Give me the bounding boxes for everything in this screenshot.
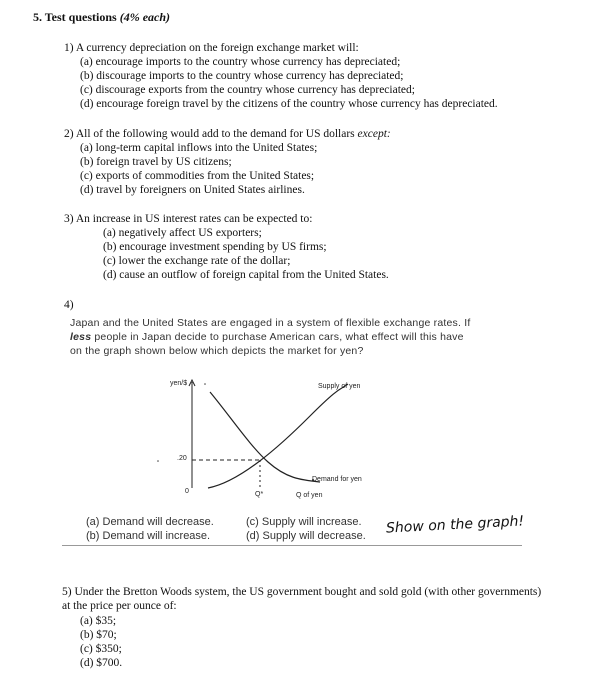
q1-option-a: (a) encourage imports to the country whose currency has depreciated; [80, 56, 401, 68]
q3-option-b: (b) encourage investment spending by US firms; [103, 241, 327, 253]
q3-option-c: (c) lower the exchange rate of the dollar; [103, 255, 291, 267]
q5-stem-line2: at the price per ounce of: [62, 600, 177, 612]
q2-option-d: (d) travel by foreigners on United States airlines. [80, 184, 305, 196]
q3-stem: 3) An increase in US interest rates can be expected to: [64, 213, 313, 225]
q4-option-c: (c) Supply will increase. [246, 516, 362, 528]
x-axis-label: Q of yen [296, 492, 323, 499]
demand-curve [210, 392, 320, 482]
q4-text-line2 [70, 331, 464, 343]
q-star-label: Q* [255, 491, 264, 498]
q1-option-c: (c) discourage exports from the country whose currency has depreciated; [80, 84, 415, 96]
section-points: (4% each) [119, 10, 171, 24]
q1-option-d: (d) encourage foreign travel by the citizens of the country whose currency has depreciated. [80, 98, 498, 110]
scan-dot [157, 460, 159, 462]
q2-option-a: (a) long-term capital inflows into the United States; [80, 142, 318, 154]
y-axis-label: yen/$ [170, 380, 188, 387]
q4-handwritten-less: less [70, 331, 92, 343]
supply-curve [208, 384, 348, 488]
q4-option-a: (a) Demand will decrease. [86, 516, 214, 528]
q5-option-c: (c) $350; [80, 643, 122, 655]
q5-option-d: (d) $700. [80, 657, 123, 669]
q3-option-a: (a) negatively affect US exporters; [103, 227, 262, 239]
q1-stem: 1) A currency depreciation on the foreign exchange market will: [64, 42, 359, 54]
q4-option-d: (d) Supply will decrease. [246, 530, 366, 542]
q5-stem-line1: 5) Under the Bretton Woods system, the US government bought and sold gold (with other governments) [62, 586, 542, 598]
q2-stem-prefix: 2) All of the following would add to the demand for US dollars [64, 128, 355, 140]
handwritten-note: Show on the graph! [385, 513, 525, 537]
q2-stem [64, 127, 391, 141]
q4-number: 4) [64, 299, 74, 311]
q5-option-b: (b) $70; [80, 629, 117, 641]
yen-market-graph [150, 376, 390, 504]
q4-text-line2-rest: people in Japan decide to purchase American cars, what effect will this have [94, 331, 464, 343]
supply-label: Supply of yen [318, 383, 361, 390]
scan-dot [204, 383, 206, 385]
section-title-text: 5. Test questions [33, 10, 117, 24]
price-tick: .20 [177, 455, 187, 462]
q5-option-a: (a) $35; [80, 615, 117, 627]
demand-label: Demand for yen [312, 476, 362, 483]
q1-option-b: (b) discourage imports to the country whose currency has depreciated; [80, 70, 404, 82]
q3-option-d: (d) cause an outflow of foreign capital from the United States. [103, 269, 389, 281]
q2-option-c: (c) exports of commodities from the United States; [80, 170, 315, 182]
origin-label: 0 [185, 488, 189, 495]
q2-stem-emphasis: except: [357, 128, 391, 140]
scan-separator [62, 545, 522, 546]
q4-option-b: (b) Demand will increase. [86, 530, 211, 542]
section-title [33, 10, 170, 25]
q4-text-line1: Japan and the United States are engaged in a system of flexible exchange rates. If [70, 317, 471, 329]
q2-option-b: (b) foreign travel by US citizens; [80, 156, 232, 168]
q4-text-line3: on the graph shown below which depicts the market for yen? [70, 345, 364, 357]
